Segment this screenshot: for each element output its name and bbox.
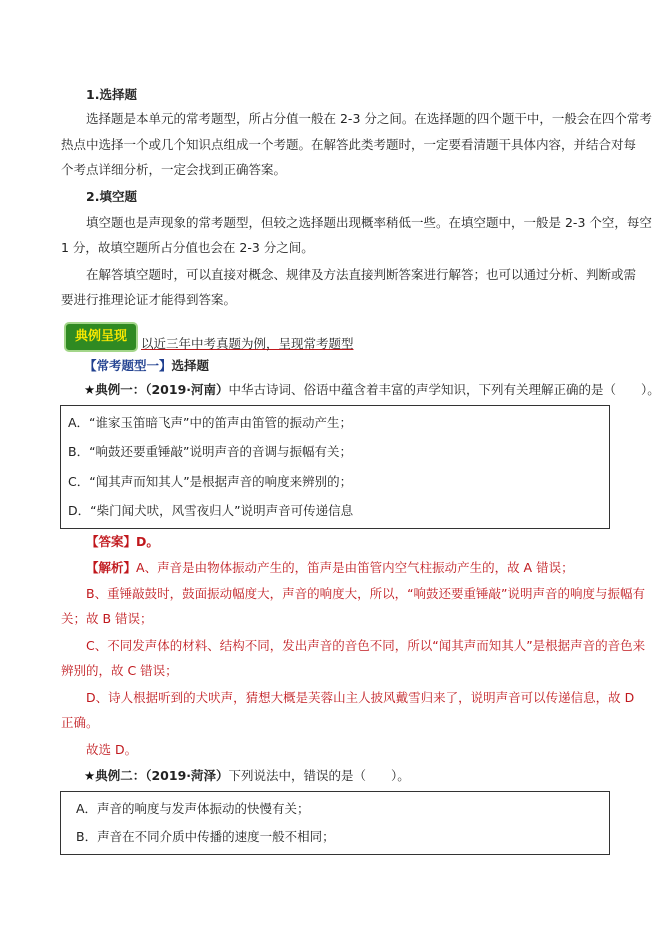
option-b: B．声音在不同介质中传播的速度一般不相同；	[76, 829, 335, 844]
question-type-heading	[84, 357, 209, 375]
option-c: C．“闻其声而知其人”是根据声音的响度来辨别的；	[68, 474, 353, 489]
paragraph-line: 选择题是本单元的常考题型，所占分值一般在 2-3 分之间。在选择题的四个题干中，一般会在四个常考	[86, 111, 652, 126]
analysis-label: 【解析】	[86, 560, 137, 575]
banner-text: 以近三年中考真题为例，呈现常考题型	[141, 336, 354, 351]
paragraph-line: 个考点详细分析，一定会找到正确答案。	[61, 162, 287, 177]
example-badge	[64, 322, 138, 352]
analysis-line	[86, 559, 574, 577]
paragraph-line: 1 分，故填空题所占分值也会在 2-3 分之间。	[61, 240, 314, 255]
example1-label: 典例一：	[95, 382, 146, 397]
analysis-line: B、重锤敲鼓时，鼓面振动幅度大，声音的响度大，所以，“响鼓还要重锤敲”说明声音的响度与振幅有	[86, 586, 646, 601]
example2-question: 下列说法中，错误的是（ ）。	[228, 768, 410, 783]
option-d: D．“柴门闻犬吠，风雪夜归人”说明声音可传递信息	[68, 503, 354, 518]
option-a: A．声音的响度与发声体振动的快慢有关；	[76, 801, 310, 816]
question-type-label: 选择题	[171, 358, 210, 373]
example1-question: 中华古诗词、俗语中蕴含着丰富的声学知识，下列有关理解正确的是（ ）。	[228, 382, 660, 397]
star-icon: ★	[84, 382, 96, 397]
analysis-line: D、诗人根据听到的犬吠声，猜想大概是芙蓉山主人披风戴雪归来了，说明声音可以传递信息，故 D	[86, 690, 635, 705]
section-heading-fill: 2.填空题	[86, 189, 137, 204]
option-b: B．“响鼓还要重锤敲”说明声音的音调与振幅有关；	[68, 444, 353, 459]
answer-line	[86, 533, 159, 551]
answer-label: 【答案】	[86, 534, 137, 549]
badge-label: 典例呈现	[74, 329, 127, 344]
paragraph-line: 在解答填空题时，可以直接对概念、规律及方法直接判断答案进行解答；也可以通过分析、判断或需	[86, 267, 637, 282]
example2-source: （2019·菏泽）	[145, 768, 229, 783]
option-a: A．“谁家玉笛暗飞声”中的笛声由笛管的振动产生；	[68, 415, 353, 430]
star-icon: ★	[84, 768, 96, 783]
paragraph-line: 填空题也是声现象的常考题型，但较之选择题出现概率稍低一些。在填空题中，一般是 2-3 个空，每空	[86, 215, 652, 230]
question-type-bracket: 【常考题型一】	[84, 358, 172, 373]
paragraph-line: 热点中选择一个或几个知识点组成一个考题。在解答此类考题时，一定要看清题干具体内容，并结合对每	[61, 137, 637, 152]
answer-value: D。	[136, 534, 159, 549]
example1-stem	[84, 381, 660, 399]
example1-source: （2019·河南）	[145, 382, 229, 397]
analysis-line: 关；故 B 错误；	[61, 611, 153, 626]
example2-stem	[84, 767, 410, 785]
paragraph-line: 要进行推理论证才能得到答案。	[61, 292, 237, 307]
section-heading-choice: 1.选择题	[86, 87, 137, 102]
analysis-line: 正确。	[61, 715, 99, 730]
analysis-line: 故选 D。	[86, 742, 138, 757]
analysis-line: 辨别的，故 C 错误；	[61, 663, 178, 678]
example2-label: 典例二：	[95, 768, 146, 783]
analysis-text: A、声音是由物体振动产生的，笛声是由笛管内空气柱振动产生的，故 A 错误；	[136, 560, 574, 575]
analysis-line: C、不同发声体的材料、结构不同，发出声音的音色不同，所以“闻其声而知其人”是根据声音的音色来	[86, 638, 646, 653]
